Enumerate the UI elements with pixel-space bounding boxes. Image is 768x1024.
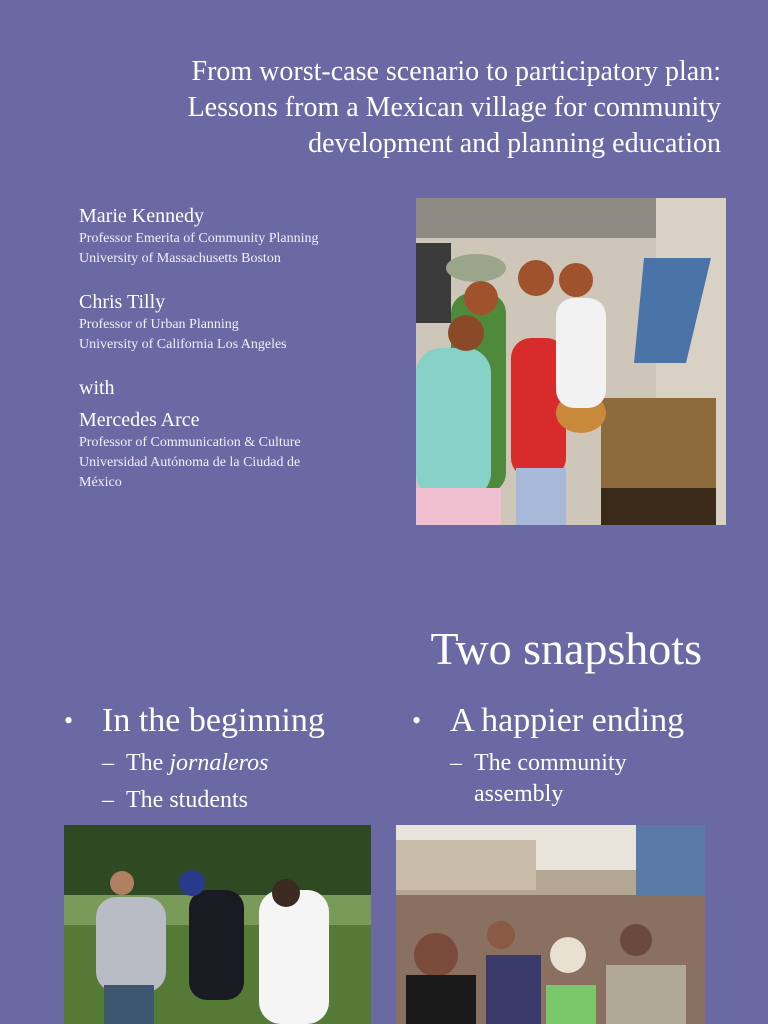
field-workers-photo <box>64 825 371 1024</box>
dash-icon: – <box>102 787 114 813</box>
title-line: Lessons from a Mexican village for community <box>187 92 721 123</box>
children-photo-illustration <box>416 198 726 525</box>
sub-bullet-text: The students <box>126 787 248 813</box>
bullet-icon: • <box>64 706 74 735</box>
sub-bullet-emphasis: jornaleros <box>169 750 269 776</box>
presentation-title <box>41 54 721 162</box>
bullet-text: In the beginning <box>102 702 325 739</box>
bullet-icon: • <box>412 706 422 735</box>
author-list <box>79 203 399 513</box>
sub-bullet <box>64 748 394 779</box>
sub-bullet-text: The community <box>474 750 627 776</box>
author-name: Marie Kennedy <box>79 205 204 227</box>
author-affiliation-cont: México <box>79 475 122 490</box>
sub-bullet-text-cont: assembly <box>474 781 564 807</box>
children-at-display-photo <box>416 198 726 525</box>
with-label: with <box>79 377 115 399</box>
author-affiliation: University of California Los Angeles <box>79 337 287 352</box>
author-title: Professor of Communication & Culture <box>79 435 301 450</box>
author-affiliation: University of Massachusetts Boston <box>79 251 281 266</box>
author-tilly <box>79 289 399 355</box>
slide-title: Two snapshots <box>430 623 702 674</box>
author-title: Professor Emerita of Community Planning <box>79 231 319 246</box>
sub-bullet-text: The <box>126 750 170 776</box>
author-arce <box>79 407 399 493</box>
two-snapshots-slide <box>0 555 768 1024</box>
assembly-photo-illustration <box>396 825 705 1024</box>
bullet-text: A happier ending <box>450 702 685 739</box>
field-photo-illustration <box>64 825 371 1024</box>
author-name: Mercedes Arce <box>79 409 200 431</box>
bullet-item <box>412 700 732 742</box>
author-kennedy <box>79 203 399 269</box>
title-line: development and planning education <box>308 128 721 159</box>
dash-icon: – <box>450 750 462 776</box>
community-assembly-photo <box>396 825 705 1024</box>
author-name: Chris Tilly <box>79 291 166 313</box>
title-line: From worst-case scenario to participatory plan: <box>191 56 721 87</box>
sub-bullet <box>412 748 732 810</box>
author-title: Professor of Urban Planning <box>79 317 239 332</box>
left-column <box>64 700 394 816</box>
sub-bullet <box>64 785 394 816</box>
bullet-item <box>64 700 394 742</box>
right-column <box>412 700 732 810</box>
author-affiliation: Universidad Autónoma de la Ciudad de <box>79 455 301 470</box>
dash-icon: – <box>102 750 114 776</box>
